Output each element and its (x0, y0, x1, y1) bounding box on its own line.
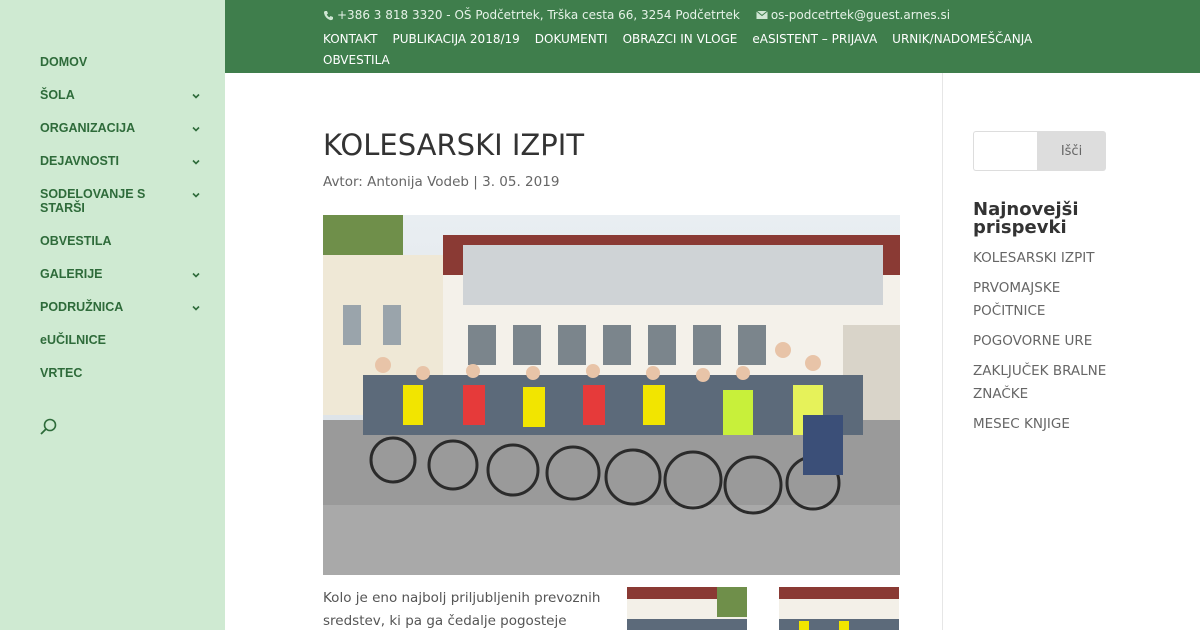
post-excerpt: Kolo je eno najbolj priljubljenih prevoznih sredstev, ki pa ga čedalje pogosteje (323, 590, 601, 629)
chevron-down-icon[interactable] (190, 189, 202, 201)
menu-item-domov[interactable]: DOMOV (40, 55, 88, 69)
gallery-thumbnail[interactable] (627, 587, 747, 630)
nav-obrazci[interactable]: OBRAZCI IN VLOGE (622, 32, 738, 46)
chevron-down-icon[interactable] (190, 302, 202, 314)
sidebar-search-input[interactable] (973, 131, 1037, 171)
left-sidebar (0, 0, 225, 630)
recent-post-link[interactable]: PRVOMAJSKE POČITNICE (973, 280, 1061, 319)
main-menu (40, 55, 210, 399)
sidebar-search-button[interactable]: Išči (1037, 131, 1106, 171)
top-header (225, 0, 1200, 73)
sidebar-divider (942, 73, 943, 630)
nav-urnik[interactable]: URNIK/NADOMEŠČANJA (892, 32, 1033, 46)
menu-item-eucilnice[interactable]: eUČILNICE (40, 333, 106, 347)
chevron-down-icon[interactable] (190, 269, 202, 281)
menu-item-galerije[interactable]: GALERIJE (40, 267, 210, 281)
nav-publikacija[interactable]: PUBLIKACIJA 2018/19 (392, 32, 520, 46)
featured-image[interactable] (323, 215, 900, 575)
contact-info (323, 8, 950, 22)
recent-post-link[interactable]: ZAKLJUČEK BRALNE ZNAČKE (973, 363, 1107, 402)
recent-posts-list (973, 247, 1123, 443)
recent-post-link[interactable]: MESEC KNJIGE (973, 416, 1070, 432)
gallery-thumbnail[interactable] (779, 587, 899, 630)
nav-dokumenti[interactable]: DOKUMENTI (534, 32, 608, 46)
nav-easistent[interactable]: eASISTENT – PRIJAVA (752, 32, 878, 46)
search-icon[interactable] (38, 416, 60, 438)
nav-obvestila[interactable]: OBVESTILA (323, 53, 390, 67)
email-link[interactable]: os-podcetrtek@guest.arnes.si (770, 8, 951, 22)
email-icon (756, 10, 768, 20)
menu-item-vrtec[interactable]: VRTEC (40, 366, 83, 380)
post-title: KOLESARSKI IZPIT (323, 128, 585, 162)
recent-post-link[interactable]: KOLESARSKI IZPIT (973, 250, 1095, 266)
chevron-down-icon[interactable] (190, 123, 202, 135)
menu-item-podruznica[interactable]: PODRUŽNICA (40, 300, 210, 314)
post-meta: Avtor: Antonija Vodeb | 3. 05. 2019 (323, 174, 560, 190)
chevron-down-icon[interactable] (190, 90, 202, 102)
menu-item-obvestila[interactable]: OBVESTILA (40, 234, 112, 248)
secondary-nav (323, 29, 1083, 71)
phone-icon (323, 10, 334, 21)
recent-posts-heading: Najnovejši prispevki (973, 199, 1079, 238)
nav-kontakt[interactable]: KONTAKT (323, 32, 378, 46)
menu-item-dejavnosti[interactable]: DEJAVNOSTI (40, 154, 210, 168)
phone-address[interactable]: +386 3 818 3320 - OŠ Podčetrtek, Trška cesta 66, 3254 Podčetrtek (337, 8, 740, 22)
menu-item-sodelovanje[interactable]: SODELOVANJE S STARŠI (40, 187, 210, 215)
recent-post-link[interactable]: POGOVORNE URE (973, 333, 1093, 349)
chevron-down-icon[interactable] (190, 156, 202, 168)
menu-item-organizacija[interactable]: ORGANIZACIJA (40, 121, 210, 135)
menu-item-sola[interactable]: ŠOLA (40, 88, 210, 102)
